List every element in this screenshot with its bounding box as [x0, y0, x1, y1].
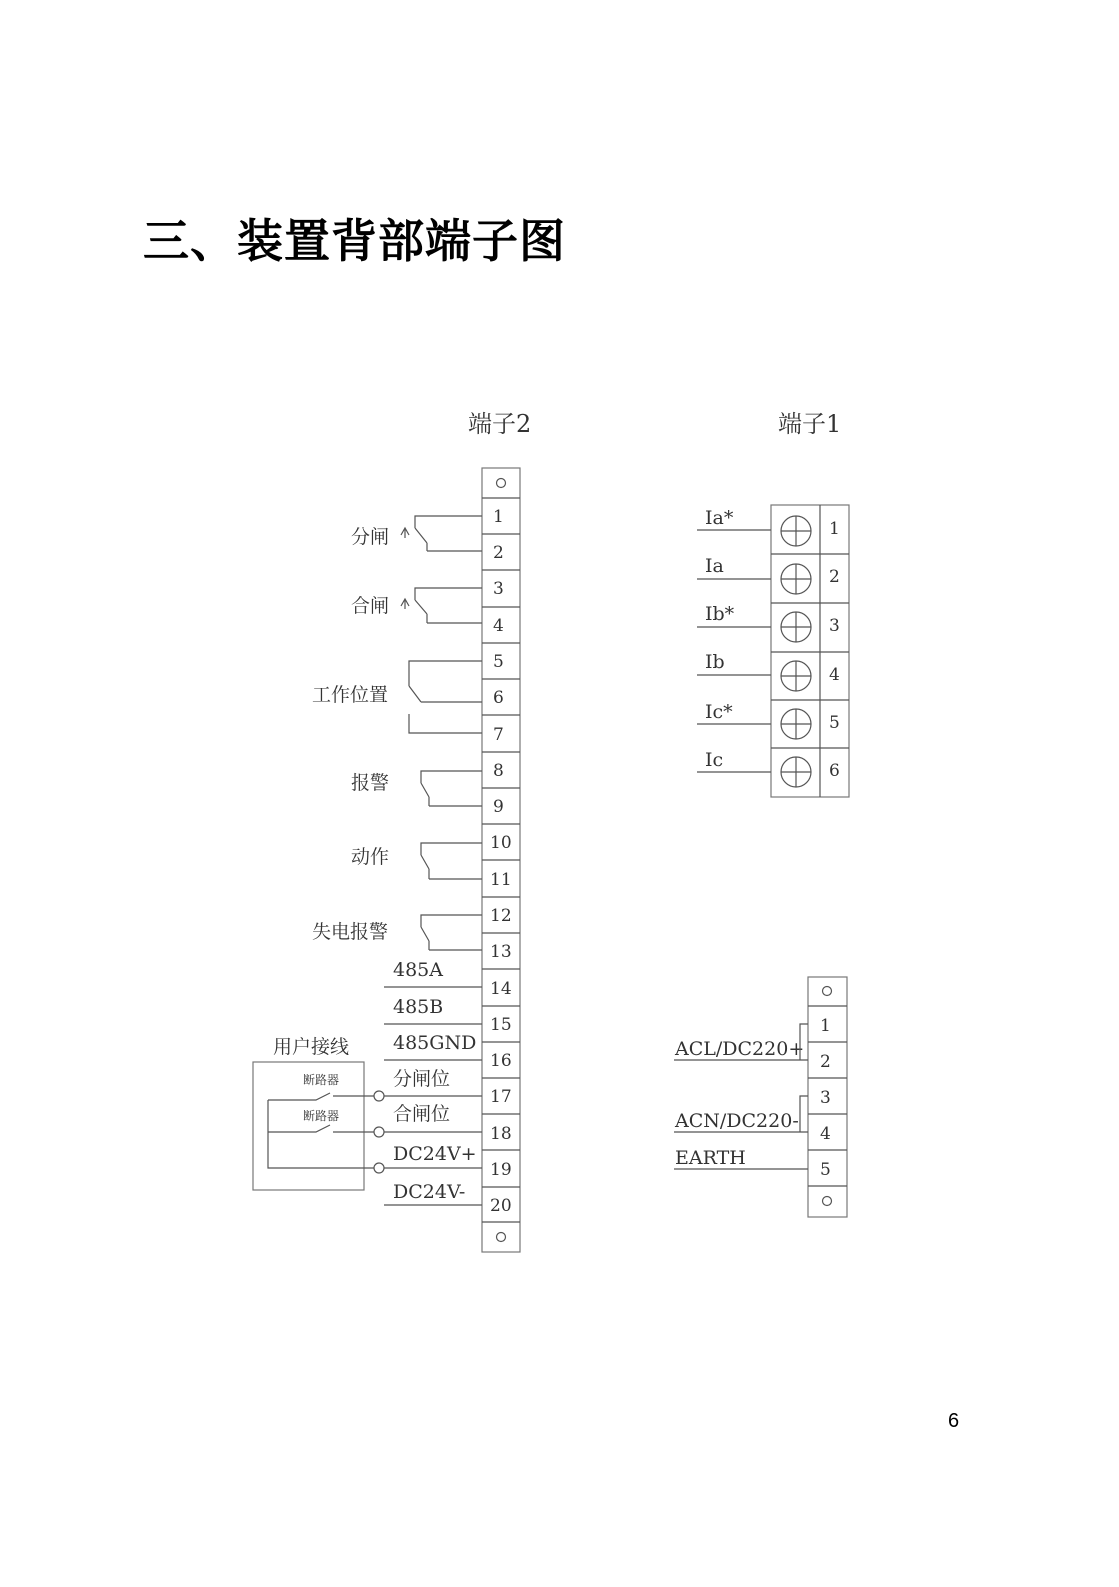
screw-icon	[781, 564, 811, 594]
power-loss-alarm-contact	[312, 915, 482, 950]
ia-label: Ia	[705, 555, 724, 577]
screw-icon	[781, 661, 811, 691]
terminal-1-title: 端子1	[778, 410, 842, 438]
terminal-1-number: 5	[829, 713, 840, 733]
power-terminal-leads	[674, 1024, 808, 1169]
screw-icon	[781, 612, 811, 642]
alarm-contact	[351, 771, 482, 806]
acl-dc220-plus-label: ACL/DC220+	[675, 1038, 805, 1060]
terminal-1-number: 2	[829, 567, 840, 587]
terminal-1	[697, 410, 849, 797]
ia-star-label: Ia*	[705, 507, 734, 529]
terminal-2-number: 7	[493, 725, 504, 745]
open-position-label: 分闸位	[393, 1068, 451, 1090]
trip-label: 分闸	[351, 526, 390, 548]
terminal-2-number: 8	[493, 761, 504, 781]
ic-star-label: Ic*	[705, 701, 733, 723]
terminal-1-leads	[697, 507, 771, 772]
terminal-1-strip	[771, 505, 849, 797]
status-and-power-wiring	[384, 1068, 482, 1205]
ib-star-label: Ib*	[705, 603, 735, 625]
rs485b-label: 485B	[393, 996, 444, 1018]
dc24v-minus-label: DC24V-	[393, 1181, 466, 1203]
terminal-2-number: 2	[493, 543, 504, 563]
power-terminal-number: 4	[820, 1124, 831, 1144]
terminal-2-dividers	[482, 498, 520, 1222]
terminal-point-icon	[374, 1091, 384, 1101]
terminal-2-number: 15	[490, 1015, 512, 1035]
terminal-2-number: 9	[493, 797, 504, 817]
power-terminal-number: 1	[820, 1016, 831, 1036]
terminal-2-number: 12	[490, 906, 512, 926]
pushbutton-icon	[401, 528, 409, 538]
terminal-1-number: 3	[829, 616, 840, 636]
earth-label: EARTH	[675, 1147, 746, 1169]
terminal-point-icon	[374, 1163, 384, 1173]
terminal-2-number: 18	[490, 1124, 512, 1144]
terminal-2-number: 1	[493, 507, 504, 527]
terminal-point-icon	[374, 1127, 384, 1137]
terminal-2-number: 14	[490, 979, 512, 999]
close-label: 合闸	[351, 595, 390, 617]
dc24v-plus-label: DC24V+	[393, 1143, 477, 1165]
action-contact	[351, 843, 482, 879]
ib-label: Ib	[705, 651, 725, 673]
power-terminal-number: 3	[820, 1088, 831, 1108]
page-number: 6	[948, 1410, 960, 1432]
screw-icon	[781, 516, 811, 546]
pushbutton-icon	[401, 599, 409, 609]
rs485-wiring	[384, 959, 482, 1060]
power-loss-alarm-label: 失电报警	[312, 921, 389, 943]
acn-dc220-minus-label: ACN/DC220-	[675, 1110, 799, 1132]
terminal-2-title: 端子2	[468, 410, 532, 438]
terminal-2-number: 11	[490, 870, 512, 890]
terminal-2-number: 16	[490, 1051, 512, 1071]
alarm-label: 报警	[351, 772, 390, 794]
terminal-2	[253, 410, 531, 1252]
breaker-1-label: 断路器	[303, 1073, 340, 1087]
terminal-1-number: 6	[829, 761, 840, 781]
ic-label: Ic	[705, 749, 724, 771]
terminal-2-number: 3	[493, 579, 504, 599]
user-wiring-title: 用户接线	[273, 1036, 350, 1058]
closed-position-label: 合闸位	[393, 1103, 451, 1125]
working-position-label: 工作位置	[312, 684, 389, 706]
terminal-2-number: 20	[490, 1196, 512, 1216]
terminal-2-number: 19	[490, 1160, 512, 1180]
terminal-2-number: 6	[493, 688, 504, 708]
rs485a-label: 485A	[393, 959, 443, 981]
terminal-1-number: 4	[829, 665, 840, 685]
terminal-2-number: 10	[490, 833, 512, 853]
close-contact	[351, 588, 482, 623]
terminal-2-number: 4	[493, 616, 504, 636]
terminal-2-number: 5	[493, 652, 504, 672]
page-heading: 三、装置背部端子图	[143, 214, 566, 268]
screw-icon	[781, 709, 811, 739]
user-wiring	[253, 1036, 384, 1190]
terminal-2-number: 17	[490, 1087, 512, 1107]
power-terminal-number: 5	[820, 1160, 831, 1180]
trip-contact	[351, 516, 482, 551]
power-terminal	[674, 977, 847, 1217]
terminal-2-number: 13	[490, 942, 512, 962]
terminal-1-number: 1	[829, 519, 840, 539]
working-position-contact	[312, 661, 482, 733]
action-label: 动作	[351, 846, 390, 868]
rs485gnd-label: 485GND	[393, 1032, 477, 1054]
power-terminal-number: 2	[820, 1052, 831, 1072]
breaker-2-label: 断路器	[303, 1109, 340, 1123]
screw-icon	[781, 757, 811, 787]
